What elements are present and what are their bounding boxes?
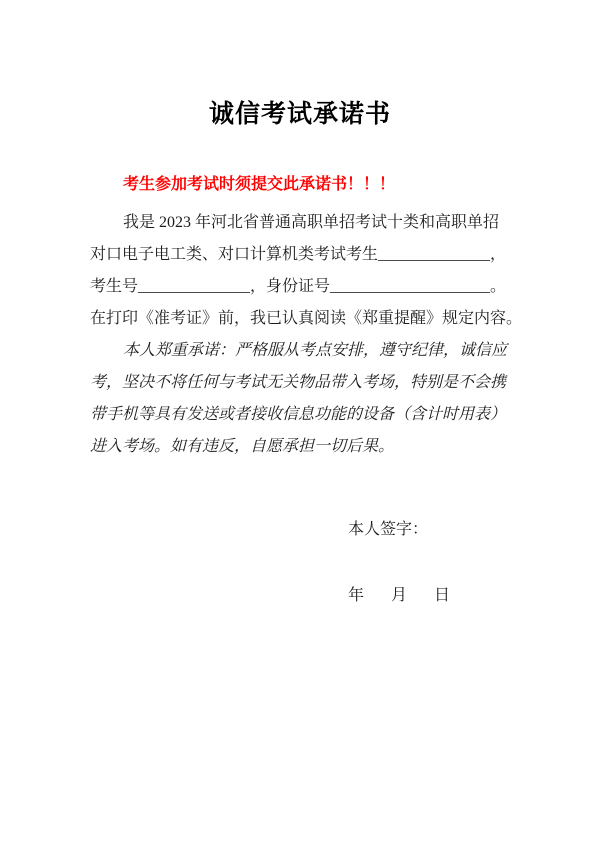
body-line: 考生号______________，身份证号____________________。 xyxy=(90,278,507,295)
document-title: 诚信考试承诺书 xyxy=(208,100,391,128)
body-paragraphs xyxy=(90,207,523,463)
body-line: 我是 2023 年河北省普通高职单招考试十类和高职单招 xyxy=(123,214,500,231)
body-line: 进入考场。如有违反，自愿承担一切后果。 xyxy=(90,438,395,455)
notice-text: 考生参加考试时须提交此承诺书！！！ xyxy=(123,176,396,193)
date-line: 年 月 日 xyxy=(348,587,451,604)
signature-label: 本人签字： xyxy=(348,521,429,538)
body-line: 对口电子电工类、对口计算机类考试考生______________， xyxy=(90,246,507,263)
body-line: 本人郑重承诺：严格服从考点安排，遵守纪律，诚信应 xyxy=(123,342,508,359)
body-line: 在打印《准考证》前，我已认真阅读《郑重提醒》规定内容。 xyxy=(90,310,523,327)
body-line: 考，坚决不将任何与考试无关物品带入考场，特别是不会携 xyxy=(90,374,507,391)
body-line: 带手机等具有发送或者接收信息功能的设备（含计时用表） xyxy=(90,406,507,423)
